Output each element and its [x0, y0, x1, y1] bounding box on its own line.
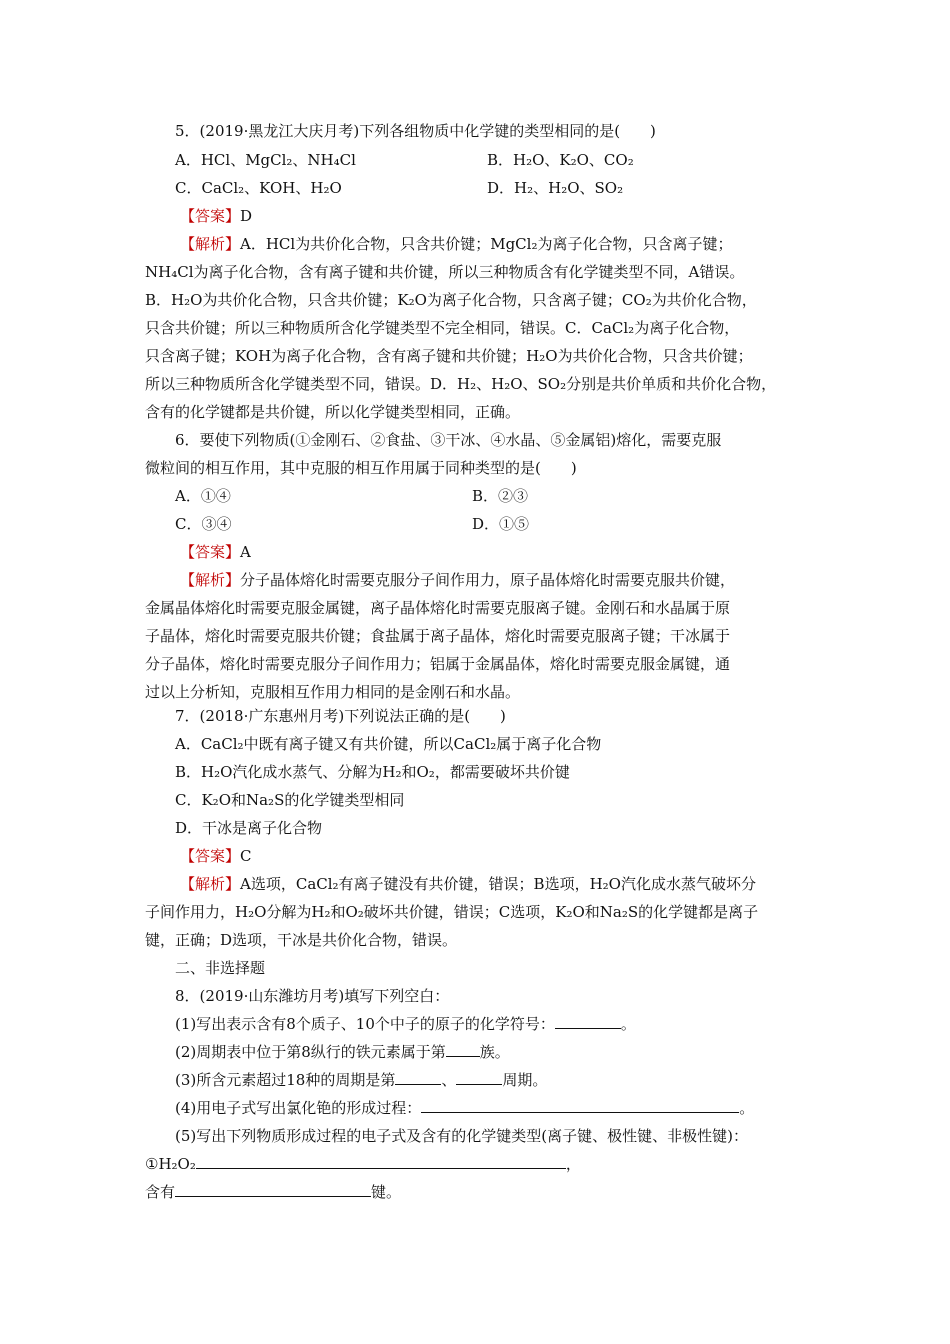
q8-part-4-end: 。 [739, 1099, 755, 1117]
answer-tag: 【答案】 [180, 847, 241, 865]
q6-option-d: D．①⑤ [472, 515, 530, 533]
q7-option-a: A．CaCl₂中既有离子键又有共价键，所以CaCl₂属于离子化合物 [175, 735, 602, 753]
q7-option-b: B．H₂O汽化成水蒸气、分解为H₂和O₂，都需要破坏共价键 [175, 763, 570, 781]
q7-option-d: D．干冰是离子化合物 [175, 819, 323, 837]
q6-stem-line-1: 6．要使下列物质(①金刚石、②食盐、③干冰、④水晶、⑤金属铝)熔化，需要克服 [175, 431, 722, 449]
q8-part-5-2-end: 键。 [371, 1183, 402, 1201]
q5-answer [180, 206, 252, 226]
q5-analysis-line-3: B．H₂O为共价化合物，只含共价键；K₂O为离子化合物，只含离子键；CO₂为共价化合物， [145, 291, 757, 309]
q8-part-3-text: (3)所含元素超过18种的周期是第 [175, 1071, 396, 1089]
q6-analysis-line-2: 金属晶体熔化时需要克服金属键，离子晶体熔化时需要克服离子键。金刚石和水晶属于原 [145, 599, 731, 617]
q5-option-d: D．H₂、H₂O、SO₂ [487, 179, 624, 197]
q6-analysis-line-5: 过以上分析知，克服相互作用力相同的是金刚石和水晶。 [145, 683, 521, 701]
answer-value: D [240, 207, 253, 225]
q7-option-c: C．K₂O和Na₂S的化学键类型相同 [175, 791, 405, 809]
q6-option-b: B．②③ [472, 487, 529, 505]
q8-part-5-1-end: ， [565, 1155, 581, 1173]
q5-option-b: B．H₂O、K₂O、CO₂ [487, 151, 634, 169]
q6-option-c: C．③④ [175, 515, 232, 533]
q7-answer [180, 846, 252, 866]
q7-analysis-line-3: 键，正确；D选项，干冰是共价化合物，错误。 [145, 931, 458, 949]
answer-blank[interactable] [555, 1014, 621, 1029]
q5-analysis-line-5: 只含离子键；KOH为离子化合物，含有离子键和共价键；H₂O为共价化合物，只含共价键； [145, 347, 753, 365]
answer-value: A [240, 543, 251, 561]
answer-blank[interactable] [456, 1070, 502, 1085]
q8-part-3-sep: 、 [441, 1071, 457, 1089]
analysis-tag: 【解析】 [180, 875, 241, 893]
q5-analysis-line-1 [180, 234, 732, 254]
q8-part-5-2-text: 含有 [145, 1183, 176, 1201]
q8-part-1-end: 。 [620, 1015, 636, 1033]
answer-blank[interactable] [446, 1042, 480, 1057]
analysis-text: A选项，CaCl₂有离子键没有共价键，错误；B选项，H₂O汽化成水蒸气破坏分 [240, 875, 756, 893]
q8-part-2-end: 族。 [479, 1043, 510, 1061]
q8-part-5: (5)写出下列物质形成过程的电子式及含有的化学键类型(离子键、极性键、非极性键)： [175, 1127, 748, 1145]
q8-part-1 [175, 1014, 636, 1034]
q5-analysis-line-7: 含有的化学键都是共价键，所以化学键类型相同，正确。 [145, 403, 521, 421]
q8-part-5-2 [145, 1182, 401, 1202]
analysis-tag: 【解析】 [180, 571, 241, 589]
analysis-text: 分子晶体熔化时需要克服分子间作用力，原子晶体熔化时需要克服共价键， [240, 571, 736, 589]
answer-blank[interactable] [196, 1154, 566, 1169]
answer-blank[interactable] [421, 1098, 739, 1113]
q8-part-3-end: 周期。 [502, 1071, 548, 1089]
answer-value: C [240, 847, 252, 865]
q8-stem: 8．(2019·山东潍坊月考)填写下列空白： [175, 987, 450, 1005]
q6-analysis-line-1 [180, 570, 735, 590]
q5-option-a: A．HCl、MgCl₂、NH₄Cl [175, 151, 356, 169]
q7-stem: 7．(2018·广东惠州月考)下列说法正确的是( ) [175, 707, 506, 725]
q5-stem: 5．(2019·黑龙江大庆月考)下列各组物质中化学键的类型相同的是( ) [175, 122, 656, 140]
section-heading: 二、非选择题 [175, 959, 266, 977]
q8-part-4-text: (4)用电子式写出氯化铯的形成过程： [175, 1099, 422, 1117]
answer-blank[interactable] [395, 1070, 441, 1085]
q5-option-c: C．CaCl₂、KOH、H₂O [175, 179, 342, 197]
q6-stem-line-2: 微粒间的相互作用，其中克服的相互作用属于同种类型的是( ) [145, 459, 577, 477]
q8-part-3 [175, 1070, 547, 1090]
q8-part-2-text: (2)周期表中位于第8纵行的铁元素属于第 [175, 1043, 446, 1061]
answer-tag: 【答案】 [180, 543, 241, 561]
q5-analysis-line-6: 所以三种物质所含化学键类型不同，错误。D．H₂、H₂O、SO₂分别是共价单质和共价化合物， [145, 375, 777, 393]
q8-part-2 [175, 1042, 510, 1062]
q6-option-a: A．①④ [175, 487, 231, 505]
q6-analysis-line-3: 子晶体，熔化时需要克服共价键；食盐属于离子晶体，熔化时需要克服离子键；干冰属于 [145, 627, 731, 645]
answer-blank[interactable] [175, 1182, 371, 1197]
q6-answer [180, 542, 251, 562]
q7-analysis-line-1 [180, 874, 756, 894]
q8-part-1-text: (1)写出表示含有8个质子、10个中子的原子的化学符号： [175, 1015, 555, 1033]
q5-analysis-line-4: 只含共价键；所以三种物质所含化学键类型不完全相同，错误。C．CaCl₂为离子化合物， [145, 319, 740, 337]
analysis-tag: 【解析】 [180, 235, 241, 253]
answer-tag: 【答案】 [180, 207, 241, 225]
q6-analysis-line-4: 分子晶体，熔化时需要克服分子间作用力；铝属于金属晶体，熔化时需要克服金属键，通 [145, 655, 731, 673]
q7-analysis-line-2: 子间作用力，H₂O分解为H₂和O₂破坏共价键，错误；C选项，K₂O和Na₂S的化学键都是离子 [145, 903, 759, 921]
analysis-text: A．HCl为共价化合物，只含共价键；MgCl₂为离子化合物，只含离子键； [240, 235, 733, 253]
q8-part-5-1-text: ①H₂O₂ [145, 1155, 196, 1173]
q8-part-4 [175, 1098, 754, 1118]
q5-analysis-line-2: NH₄Cl为离子化合物，含有离子键和共价键，所以三种物质含有化学键类型不同，A错误。 [145, 263, 745, 281]
q8-part-5-1 [145, 1154, 581, 1174]
